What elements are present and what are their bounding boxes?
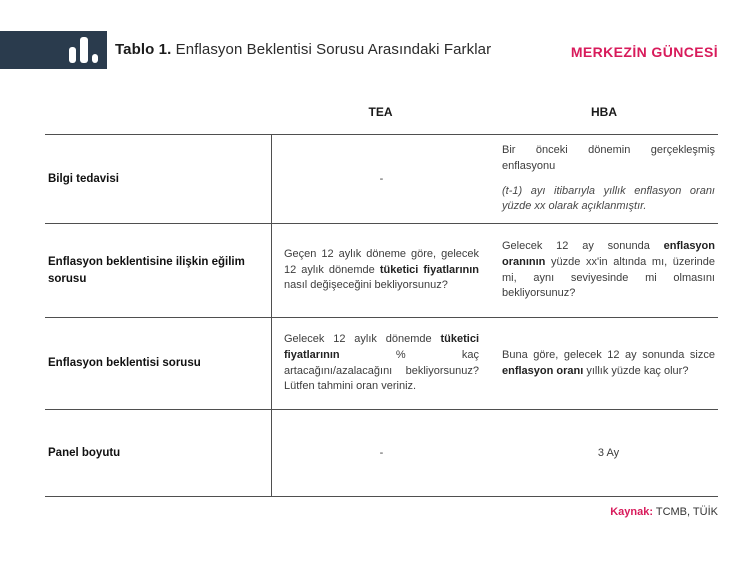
tea-cell [271,318,490,409]
page-title [115,41,491,58]
table-row [45,318,718,410]
column-header-hba: HBA [591,105,617,119]
empty-value: - [379,173,384,185]
hba-cell [490,318,718,409]
bar-chart-icon-bar [69,47,76,63]
hba-main-text: Bir önceki dönemin gerçekleşmiş enflasyonu [502,143,715,172]
table-row [45,135,718,224]
source-note [610,506,718,518]
table-row [45,410,718,497]
hba-cell-text [502,143,715,216]
brand-wordmark: MERKEZİN GÜNCESİ [570,44,718,60]
table-row [45,224,718,318]
table-number-label: Tablo 1. [115,41,172,58]
tea-cell [271,224,490,317]
row-label: Enflasyon beklentisine ilişkin eğilim sorusu [48,256,245,285]
row-label: Panel boyutu [48,446,121,459]
table-title-text: Enflasyon Beklentisi Sorusu Arasındaki Farklar [171,41,492,58]
tea-cell-text: Geçen 12 aylık döneme göre, gelecek 12 aylık dönemde tüketici fiyatlarının nasıl değişeceğini bekliyorsunuz? [284,247,479,292]
bar-chart-icon [69,37,98,63]
row-label: Enflasyon beklentisi sorusu [48,357,201,370]
hba-cell [490,224,718,317]
comparison-table [45,134,718,497]
hba-cell [490,135,718,223]
column-header-tea: TEA [368,105,393,119]
source-label: Kaynak: [610,506,653,518]
site-logo [0,31,107,69]
hba-cell-text: Gelecek 12 ay sonunda enflasyon oranının yüzde xx'in altında mı, üzerinde mi, aynı seviyesinde mi olmasını bekliyorsunuz? [502,239,715,300]
tea-cell [271,135,490,223]
tea-cell-text: Gelecek 12 aylık dönemde tüketici fiyatlarının % kaç artacağını/azalacağını bekliyorsunuz? Lütfen tahmini oran veriniz. [284,332,479,393]
panel-size-value: 3 Ay [597,447,620,459]
tea-cell [271,410,490,496]
hba-cell-text: Buna göre, gelecek 12 ay sonunda sizce enflasyon oranı yıllık yüzde kaç olur? [502,348,715,377]
source-value: TCMB, TÜİK [655,506,718,518]
bar-chart-icon-bar [80,37,88,63]
empty-value: - [379,447,384,459]
bar-chart-icon-bar [92,54,98,63]
row-label: Bilgi tedavisi [48,172,119,185]
hba-cell [490,410,718,496]
hba-note-text: (t-1) ayı itibarıyla yıllık enflasyon oranı yüzde xx olarak açıklanmıştır. [502,184,715,213]
